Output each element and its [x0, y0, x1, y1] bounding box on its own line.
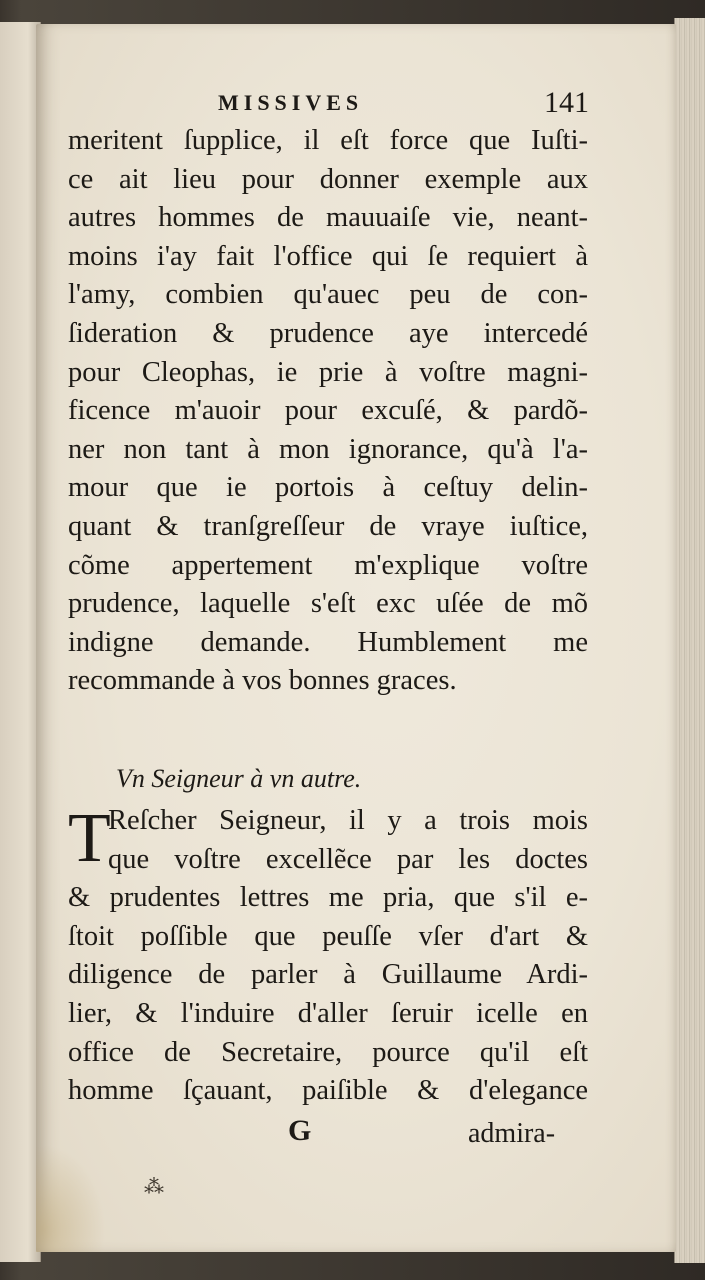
- text-line: Reſcher Seigneur, il y a trois mois: [108, 805, 588, 836]
- text-line: l'amy, combien qu'auec peu de con-: [68, 279, 588, 311]
- catchword: admira-: [468, 1118, 556, 1149]
- signature-mark: G: [288, 1114, 312, 1147]
- text-line: cõme appertement m'explique voſtre: [68, 549, 588, 581]
- text-line: & prudentes lettres me pria, que s'il e-: [68, 882, 588, 914]
- page-stain: [36, 1144, 106, 1252]
- text-line: ſtoit poſſible que peuſſe vſer d'art &: [68, 920, 588, 952]
- text-line: pour Cleophas, ie prie à voſtre magni-: [68, 356, 588, 388]
- ornament-mark: ⁂: [144, 1176, 164, 1198]
- book-page: [36, 24, 676, 1252]
- text-line: ner non tant à mon ignorance, qu'à l'a-: [68, 433, 588, 465]
- letter-heading: Vn Seigneur à vn autre.: [116, 764, 362, 793]
- text-line: prudence, laquelle s'eſt exc uſée de mõ: [68, 588, 588, 620]
- text-line: office de Secretaire, pource qu'il eſt: [68, 1036, 588, 1068]
- page-number: 141: [544, 86, 589, 119]
- page-header: [36, 86, 676, 126]
- text-line: que voſtre excellẽce par les doctes: [108, 843, 588, 875]
- facing-page-edge: [0, 22, 41, 1262]
- text-line: meritent ſupplice, il eſt force que Iuſti-: [68, 125, 588, 156]
- page-stack-edge: [674, 18, 705, 1263]
- text-line: mour que ie portois à ceſtuy delin-: [68, 472, 588, 504]
- text-line: ſideration & prudence aye intercedé: [68, 317, 588, 349]
- drop-initial: T: [68, 800, 111, 877]
- text-line: moins i'ay fait l'office qui ſe requiert à: [68, 240, 588, 272]
- running-head: MISSIVES: [218, 90, 364, 115]
- text-line: quant & tranſgreſſeur de vraye iuſtice,: [68, 510, 588, 542]
- paragraph-2: [68, 802, 588, 1111]
- text-line: ficence m'auoir pour excuſé, & pardõ-: [68, 395, 588, 427]
- text-line: recommande à vos bonnes graces.: [68, 665, 457, 697]
- text-line: diligence de parler à Guillaume Ardi-: [68, 959, 588, 991]
- paragraph-1: [68, 122, 588, 701]
- text-line: ce ait lieu pour donner exemple aux: [68, 163, 588, 195]
- text-line: homme ſçauant, paiſible & d'elegance: [68, 1075, 588, 1107]
- text-line: indigne demande. Humblement me: [68, 626, 588, 658]
- text-line: autres hommes de mauuaiſe vie, neant-: [68, 202, 588, 234]
- text-line: lier, & l'induire d'aller ſeruir icelle en: [68, 997, 588, 1029]
